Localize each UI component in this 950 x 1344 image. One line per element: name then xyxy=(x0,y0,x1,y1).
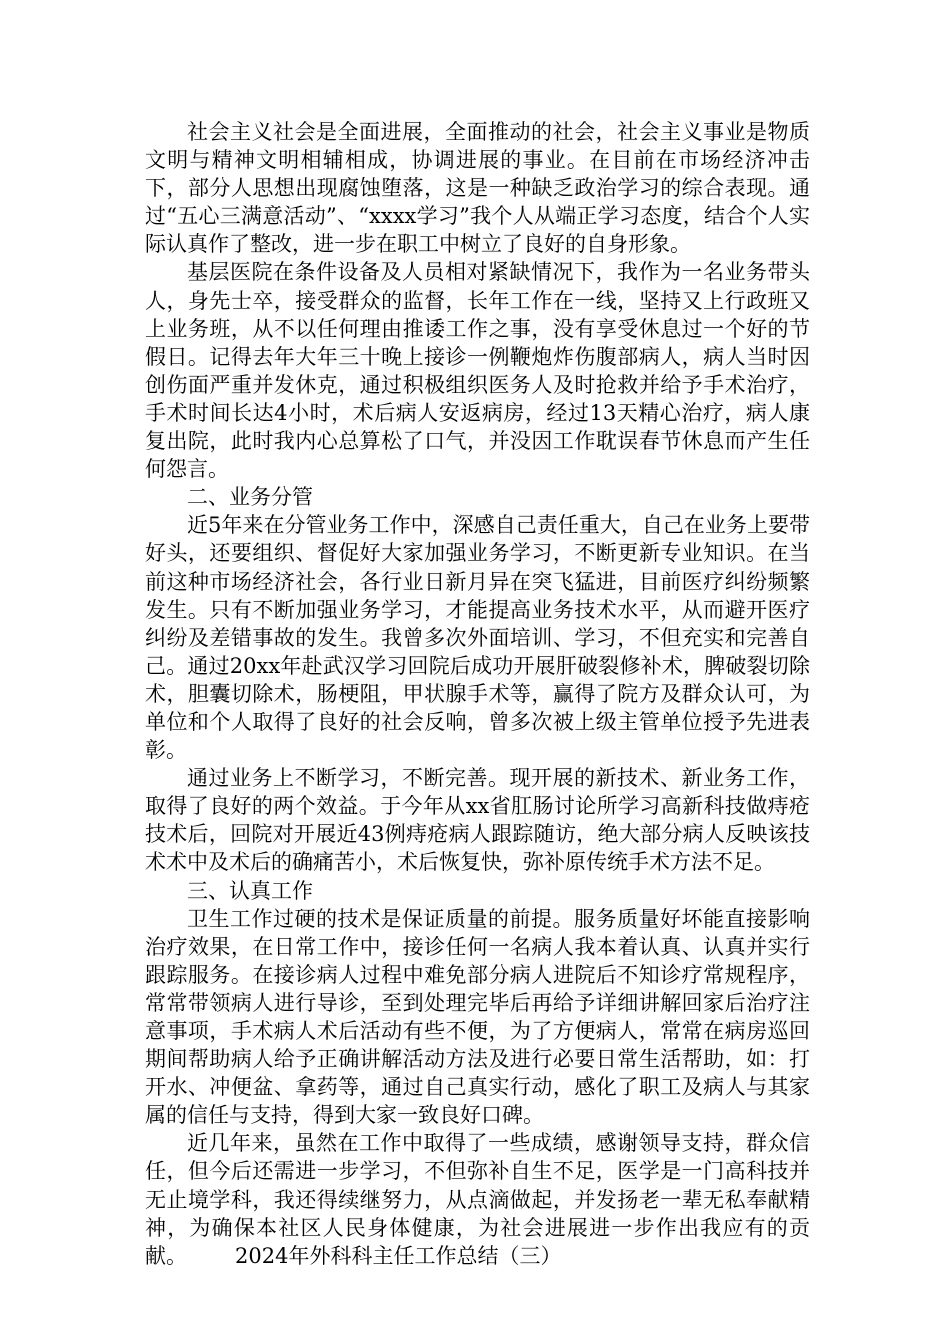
paragraph-ideology: 社会主义社会是全面进展，全面推动的社会，社会主义事业是物质文明与精神文明相辅相成，协调进展的事业。在目前在市场经济冲击下，部分人思想出现腐蚀堕落，这是一种缺乏政治学习的综合表现。通过“五心三满意活动”、“xxxx学习”我个人从端正学习态度，结合个人实际认真作了整改，进一步在职工中树立了良好的自身形象。 xyxy=(145,120,810,257)
document-body xyxy=(145,118,810,1270)
closing-text: 近几年来，虽然在工作中取得了一些成绩，感谢领导支持，群众信任，但今后还需进一步学习，不但弥补自生不足，医学是一门高科技并无止境学科，我还得续继努力，从点滴做起，并发扬老一辈无私奉献精神，为确保本社区人民身体健康，为社会进展进一步作出我应有的贡献。 xyxy=(145,1131,810,1268)
section-heading-business: 二、业务分管 xyxy=(187,485,313,510)
paragraph-service-quality: 卫生工作过硬的技术是保证质量的前提。服务质量好坏能直接影响治疗效果，在日常工作中，接诊任何一名病人我本着认真、认真并实行跟踪服务。在接诊病人过程中难免部分病人进院后不知诊疗常规程序，常常带领病人进行导诊，至到处理完毕后再给予详细讲解回家后治疗注意事项，手术病人术后活动有些不便，为了方便病人，常常在病房巡回期间帮助病人给予正确讲解活动方法及进行必要日常生活帮助，如：打开水、冲便盆、拿药等，通过自己真实行动，感化了职工及病人与其家属的信任与支持，得到大家一致良好口碑。 xyxy=(145,906,810,1128)
section-heading-diligent-work: 三、认真工作 xyxy=(187,878,313,903)
paragraph-closing xyxy=(145,1129,810,1269)
next-section-title: 2024年外科科主任工作总结（三） xyxy=(235,1243,562,1268)
paragraph-frontline-work: 基层医院在条件设备及人员相对紧缺情况下，我作为一名业务带头人，身先士卒，接受群众的监督，长年工作在一线，坚持又上行政班又上业务班，从不以任何理由推诿工作之事，没有享受休息过一个好的节假日。记得去年大年三十晚上接诊一例鞭炮炸伤腹部病人，病人当时因创伤面严重并发休克，通过积极组织医务人及时抢救并给予手术治疗，手术时间长达4小时，术后病人安返病房，经过13天精心治疗，病人康复出院，此时我内心总算松了口气，并没因工作耽误春节休息而产生任何怨言。 xyxy=(145,260,810,482)
paragraph-new-technology: 通过业务上不断学习，不断完善。现开展的新技术、新业务工作，取得了良好的两个效益。于今年从xx省肛肠讨论所学习高新科技做痔疮技术后，回院对开展近43例痔疮病人跟踪随访，绝大部分病人反映该技术术中及术后的确痛苦小，术后恢复快，弥补原传统手术方法不足。 xyxy=(145,766,810,875)
paragraph-business-study: 近5年来在分管业务工作中，深感自己责任重大，自己在业务上要带好头，还要组织、督促好大家加强业务学习，不断更新专业知识。在当前这种市场经济社会，各行业日新月异在突飞猛进，目前医疗纠纷频繁发生。只有不断加强业务学习，才能提高业务技术水平，从而避开医疗纠纷及差错事故的发生。我曾多次外面培训、学习，不但充实和完善自己。通过20xx年赴武汉学习回院后成功开展肝破裂修补术，脾破裂切除术，胆囊切除术，肠梗阻，甲状腺手术等，赢得了院方及群众认可，为单位和个人取得了良好的社会反响，曾多次被上级主管单位授予先进表彰。 xyxy=(145,513,810,763)
